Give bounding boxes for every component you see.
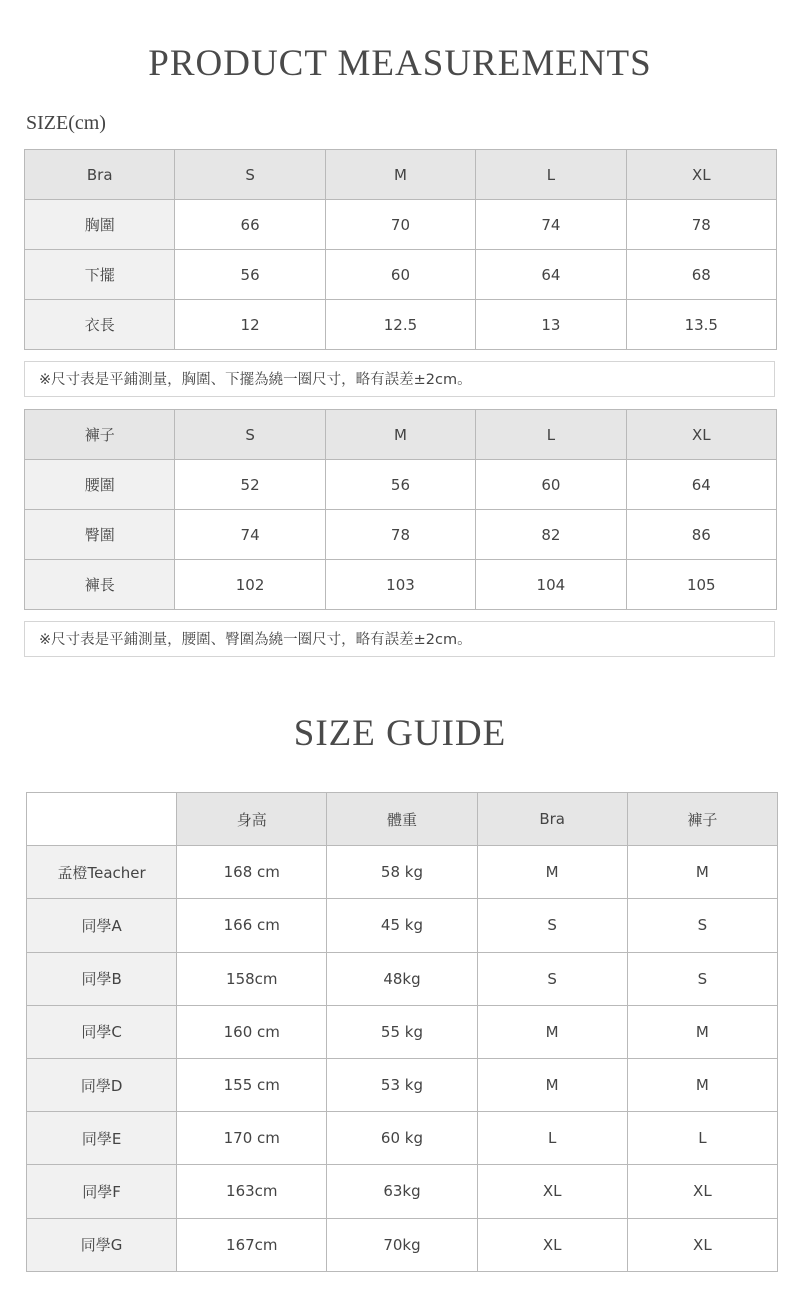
header-cell: 褲子 [25,410,175,460]
table-cell: 78 [626,200,776,250]
table-cell: M [477,1058,627,1111]
table-cell: 45 kg [327,899,477,952]
header-cell: 褲子 [627,793,777,846]
table-cell: 168 cm [177,846,327,899]
table-cell: 167cm [177,1218,327,1271]
pants-size-table [24,409,777,610]
table-cell: 163cm [177,1165,327,1218]
table-cell: 155 cm [177,1058,327,1111]
row-label: 同學F [27,1165,177,1218]
table-row [25,200,777,250]
table-cell: 105 [626,560,776,610]
table-cell: 53 kg [327,1058,477,1111]
header-cell: XL [626,150,776,200]
header-cell: M [325,150,475,200]
table-cell: 103 [325,560,475,610]
row-label: 同學B [27,952,177,1005]
table-cell: 70 [325,200,475,250]
table-cell: 74 [175,510,325,560]
pants-measurement-note: ※尺寸表是平鋪測量，腰圍、臀圍為繞一圈尺寸，略有誤差±2cm。 [24,621,775,657]
table-cell: 60 [476,460,626,510]
table-cell: 58 kg [327,846,477,899]
table-cell: M [477,846,627,899]
table-cell: 160 cm [177,1005,327,1058]
table-cell: 170 cm [177,1112,327,1165]
row-label: 同學A [27,899,177,952]
header-cell: L [476,410,626,460]
table-cell: XL [627,1218,777,1271]
header-cell: S [175,410,325,460]
product-measurements-title: PRODUCT MEASUREMENTS [148,43,652,84]
table-header-row [25,410,777,460]
row-label: 同學D [27,1058,177,1111]
table-row [27,1058,778,1111]
header-cell: 身高 [177,793,327,846]
header-cell: Bra [25,150,175,200]
table-cell: XL [477,1218,627,1271]
table-row [27,846,778,899]
table-cell: 48kg [327,952,477,1005]
table-cell: L [477,1112,627,1165]
table-cell: 64 [626,460,776,510]
header-cell: S [175,150,325,200]
header-cell: Bra [477,793,627,846]
table-cell: 12 [175,300,325,350]
header-cell: M [325,410,475,460]
table-cell: 13 [476,300,626,350]
row-label: 臀圍 [25,510,175,560]
table-cell: 52 [175,460,325,510]
table-row [25,250,777,300]
table-cell: 78 [325,510,475,560]
table-cell: 13.5 [626,300,776,350]
table-cell: 56 [175,250,325,300]
header-cell-empty [27,793,177,846]
table-cell: 56 [325,460,475,510]
table-cell: XL [477,1165,627,1218]
table-row [27,1112,778,1165]
bra-measurement-note: ※尺寸表是平鋪測量，胸圍、下擺為繞一圈尺寸，略有誤差±2cm。 [24,361,775,397]
table-cell: 60 kg [327,1112,477,1165]
table-cell: M [477,1005,627,1058]
table-cell: M [627,1005,777,1058]
row-label: 褲長 [25,560,175,610]
row-label: 衣長 [25,300,175,350]
size-unit-label: SIZE(cm) [26,112,106,134]
table-row [27,952,778,1005]
table-cell: 12.5 [325,300,475,350]
row-label: 孟橙Teacher [27,846,177,899]
table-cell: L [627,1112,777,1165]
table-cell: 158cm [177,952,327,1005]
table-cell: M [627,846,777,899]
table-cell: 68 [626,250,776,300]
row-label: 下擺 [25,250,175,300]
bra-size-table [24,149,777,350]
table-row [27,899,778,952]
size-guide-title: SIZE GUIDE [293,713,507,754]
table-row [27,1005,778,1058]
table-row [27,1218,778,1271]
table-row [27,1165,778,1218]
table-header-row [27,793,778,846]
table-cell: S [477,899,627,952]
table-cell: 63kg [327,1165,477,1218]
table-row [25,510,777,560]
row-label: 同學C [27,1005,177,1058]
table-cell: 74 [476,200,626,250]
table-row [25,560,777,610]
table-cell: M [627,1058,777,1111]
table-cell: 82 [476,510,626,560]
size-guide-table [26,792,778,1272]
table-cell: S [477,952,627,1005]
table-cell: 166 cm [177,899,327,952]
table-cell: 55 kg [327,1005,477,1058]
table-cell: S [627,899,777,952]
table-cell: 102 [175,560,325,610]
row-label: 腰圍 [25,460,175,510]
table-cell: XL [627,1165,777,1218]
table-cell: 64 [476,250,626,300]
header-cell: XL [626,410,776,460]
table-cell: 86 [626,510,776,560]
row-label: 胸圍 [25,200,175,250]
row-label: 同學G [27,1218,177,1271]
table-cell: S [627,952,777,1005]
table-row [25,300,777,350]
table-cell: 104 [476,560,626,610]
table-cell: 66 [175,200,325,250]
table-header-row [25,150,777,200]
table-row [25,460,777,510]
header-cell: L [476,150,626,200]
header-cell: 體重 [327,793,477,846]
table-cell: 70kg [327,1218,477,1271]
table-cell: 60 [325,250,475,300]
row-label: 同學E [27,1112,177,1165]
